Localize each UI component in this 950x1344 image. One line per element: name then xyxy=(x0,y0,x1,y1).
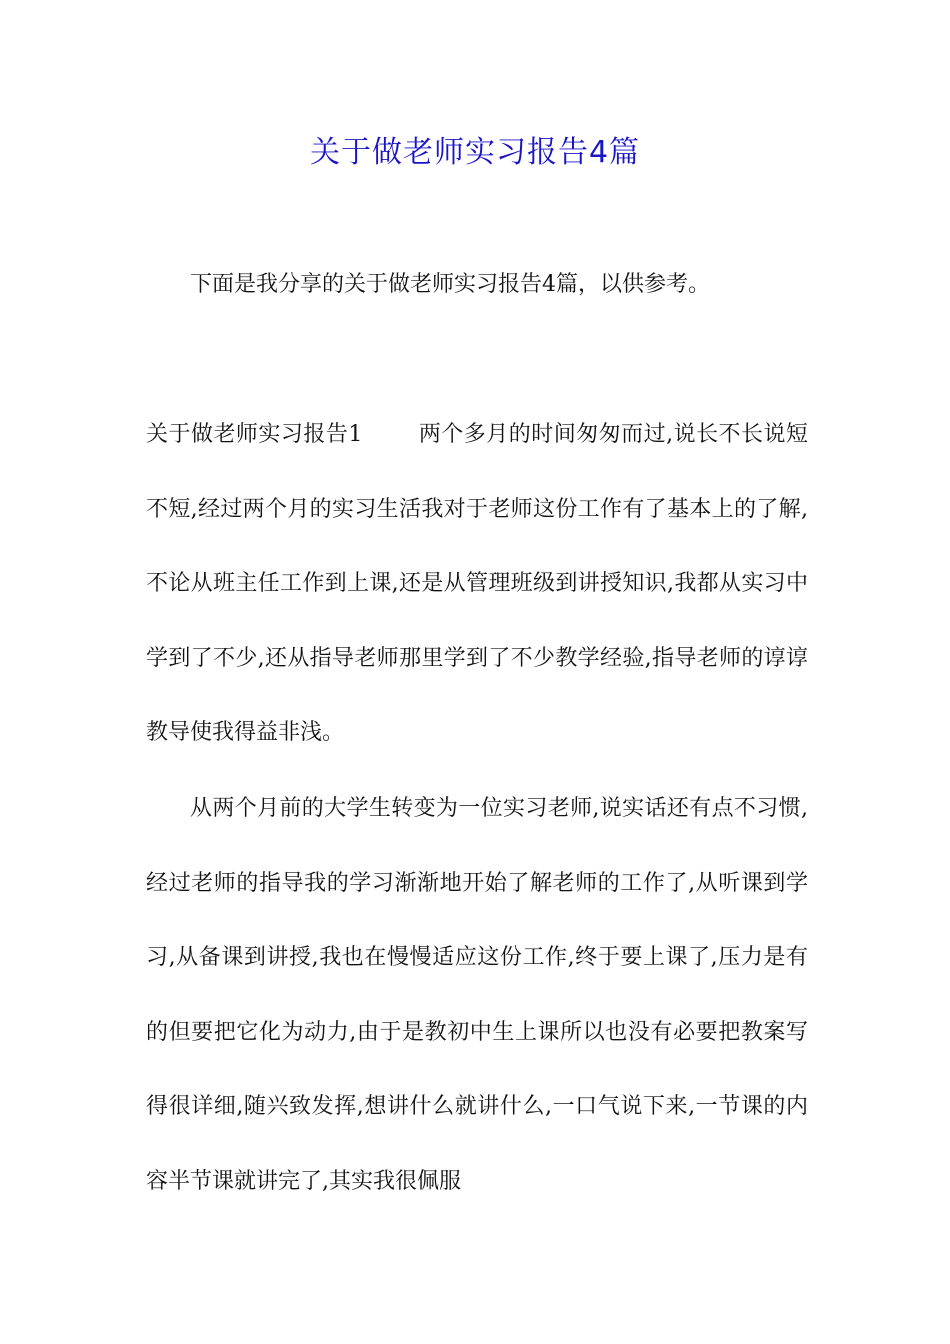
document-title: 关于做老师实习报告4篇 xyxy=(309,135,641,170)
section-1-second-paragraph: 从两个月前的大学生转变为一位实习老师,说实话还有点不习惯,经过老师的指导我的学习渐渐地开始了解老师的工作了,从听课到学习,从备课到讲授,我也在慢慢适应这份工作,终于要上课了,压力是有的但要把它化为动力,由于是教初中生上课所以也没有必要把教案写得很详细,随兴致发挥,想讲什么就讲什么,一口气说下来,一节课的内容半节课就讲完了,其实我很佩服 xyxy=(146,796,808,1194)
section-1-first-paragraph xyxy=(146,398,808,771)
section-heading: 关于做老师实习报告1 xyxy=(146,422,363,447)
section-1-paragraph-1-text: 两个多月的时间匆匆而过,说长不长说短不短,经过两个月的实习生活我对于老师这份工作有了基本上的了解,不论从班主任工作到上课,还是从管理班级到讲授知识,我都从实习中学到了不少,还从指导老师那里学到了不少教学经验,指导老师的谆谆教导使我得益非浅。 xyxy=(146,422,809,745)
intro-paragraph: 下面是我分享的关于做老师实习报告4篇，以供参考。 xyxy=(190,272,710,297)
